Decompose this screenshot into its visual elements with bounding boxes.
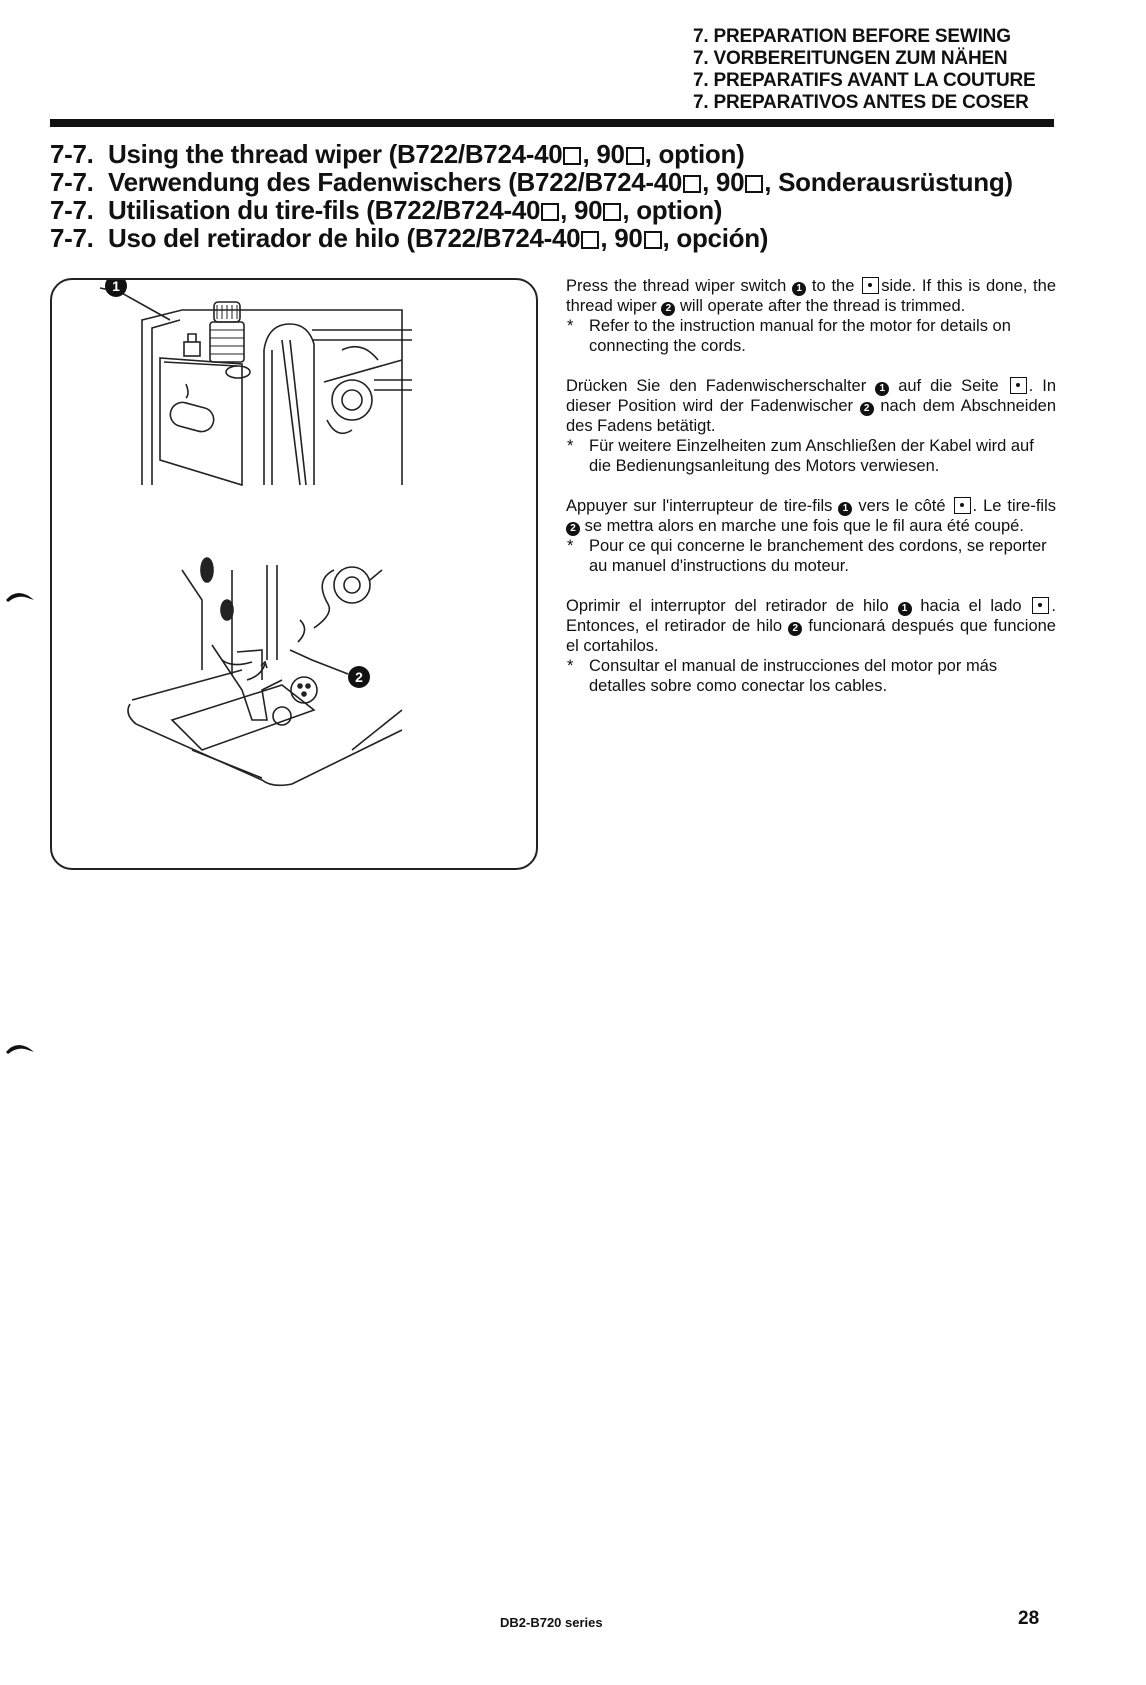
chapter-title-en: 7. PREPARATION BEFORE SEWING xyxy=(693,26,1011,47)
switch-side-icon xyxy=(862,277,879,294)
header-divider xyxy=(50,119,1054,127)
callout-1-icon: 1 xyxy=(792,282,806,296)
model-box-icon xyxy=(683,175,701,193)
switch-side-icon xyxy=(1010,377,1027,394)
model-box-icon xyxy=(644,231,662,249)
model-box-icon xyxy=(563,147,581,165)
section-title-de: 7-7. Verwendung des Fadenwischers (B722/B724-40 , 90 , Sonderausrüstung) xyxy=(50,167,1013,197)
chapter-header xyxy=(693,26,1113,114)
model-box-icon xyxy=(626,147,644,165)
chapter-title-de: 7. VORBEREITUNGEN ZUM NÄHEN xyxy=(693,48,1008,69)
chapter-title-es: 7. PREPARATIVOS ANTES DE COSER xyxy=(693,92,1029,113)
instruction-text xyxy=(566,276,1056,696)
section-title-fr: 7-7. Utilisation du tire-fils (B722/B724-40 , 90 , option) xyxy=(50,195,723,225)
instruction-fr: Appuyer sur l'interrupteur de tire-fils 1 vers le côté . Le tire-fils 2 se mettra alors en marche une fois que le fil aura été coupé. * Pour ce qui concerne le branchement des cordons, se reporter au manuel d'instructions du moteur. xyxy=(566,497,1057,575)
section-title-en: 7-7. Using the thread wiper (B722/B724-40 , 90 , option) xyxy=(50,139,745,169)
model-box-icon xyxy=(745,175,763,193)
instruction-de: Drücken Sie den Fadenwischerschalter 1 auf die Seite . In dieser Position wird der Fadenwischer 2 nach dem Abschneiden des Fadens betätigt. * Für weitere Einzelheiten zum Anschließen der Kabel wird auf die Bedienungsanleitung des Motors verwiesen. xyxy=(566,377,1057,475)
sewing-machine-illustration xyxy=(50,278,538,870)
switch-side-icon xyxy=(954,497,971,514)
callout-2-icon: 2 xyxy=(566,522,580,536)
chapter-title-fr: 7. PREPARATIFS AVANT LA COUTURE xyxy=(693,70,1036,91)
margin-mark-icon xyxy=(4,1040,38,1056)
callout-1-icon: 1 xyxy=(898,602,912,616)
callout-1-icon: 1 xyxy=(838,502,852,516)
margin-mark-icon xyxy=(4,588,38,604)
page-number: 28 xyxy=(1018,1608,1040,1629)
machine-drawing xyxy=(52,280,538,870)
callout-1-icon: 1 xyxy=(875,382,889,396)
callout-2-icon: 2 xyxy=(788,622,802,636)
callout-2-badge: 2 xyxy=(348,666,370,688)
section-title-es: 7-7. Uso del retirador de hilo (B722/B724-40 , 90 , opción) xyxy=(50,223,769,253)
callout-2-icon: 2 xyxy=(860,402,874,416)
instruction-es: Oprimir el interruptor del retirador de hilo 1 hacia el lado . Entonces, el retirador de hilo 2 funcionará después que funcione el cortahilos. * Consultar el manual de instrucciones del motor por más detalles sobre como conectar los cables. xyxy=(566,597,1056,695)
footer-model: DB2-B720 series xyxy=(500,1615,603,1630)
section-titles xyxy=(50,140,1110,252)
instruction-en: Press the thread wiper switch 1 to the side. If this is done, the thread wiper 2 will operate after the thread is trimmed. * Refer to the instruction manual for the motor for details on connecting the cords. xyxy=(566,277,1056,355)
callout-1-badge: 1 xyxy=(105,278,127,297)
switch-side-icon xyxy=(1032,597,1049,614)
callout-2-icon: 2 xyxy=(661,302,675,316)
model-box-icon xyxy=(581,231,599,249)
model-box-icon xyxy=(603,203,621,221)
model-box-icon xyxy=(541,203,559,221)
